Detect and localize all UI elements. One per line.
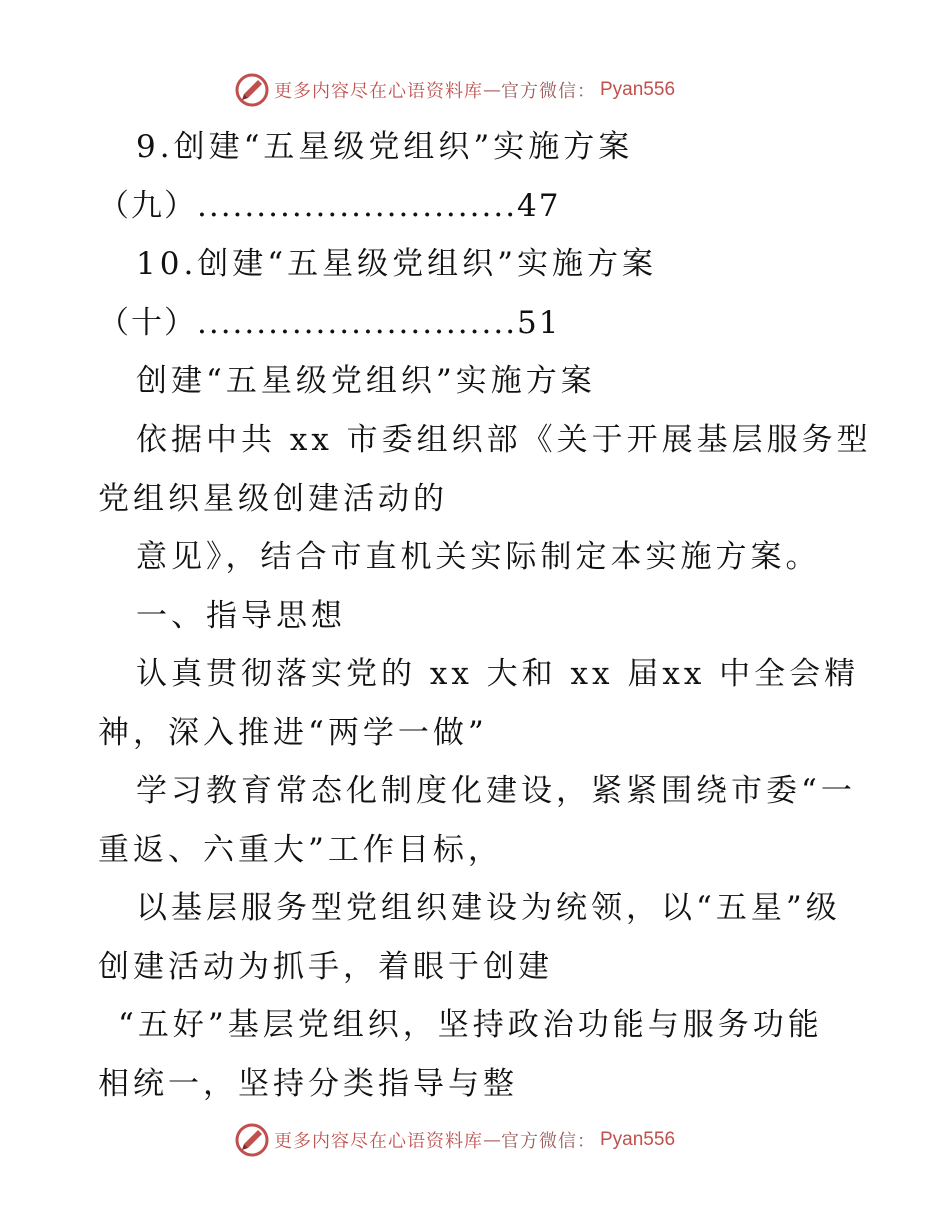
toc-entry-9-page: （九）...........................47 <box>98 188 561 224</box>
paragraph-line: 重返、六重大”工作目标， <box>98 832 503 868</box>
library-logo-icon <box>234 72 270 108</box>
banner-main-text: 更多内容尽在心语资料库 <box>274 1131 483 1152</box>
toc-entry-9-title: 9.创建“五星级党组织”实施方案 <box>136 129 634 165</box>
paragraph-line: 学习教育常态化制度化建设，紧紧围绕市委“一 <box>136 773 856 809</box>
paragraph-line: 相统一，坚持分类指导与整 <box>98 1066 518 1102</box>
library-logo-icon <box>234 1122 270 1158</box>
paragraph-line: 党组织星级创建活动的 <box>98 481 448 517</box>
toc-entry-10-title: 10.创建“五星级党组织”实施方案 <box>136 246 657 282</box>
section-heading: 一、指导思想 <box>136 598 346 634</box>
banner-sub-text: 官方微信： <box>501 1131 596 1152</box>
document-title: 创建“五星级党组织”实施方案 <box>136 363 596 399</box>
paragraph-line: 依据中共 xx 市委组织部《关于开展基层服务型 <box>136 422 872 458</box>
footer-banner <box>234 1120 675 1160</box>
banner-sub-text: 官方微信： <box>501 81 596 102</box>
paragraph-line: 以基层服务型党组织建设为统领，以“五星”级 <box>136 890 841 926</box>
toc-entry-10-page: （十）...........................51 <box>98 305 561 341</box>
banner-account: Pyan556 <box>600 1129 676 1150</box>
banner-dash: — <box>483 1129 501 1151</box>
paragraph-line: 创建活动为抓手，着眼于创建 <box>98 949 553 985</box>
header-banner <box>234 70 675 110</box>
paragraph-line: 意见》，结合市直机关实际制定本实施方案。 <box>136 539 821 575</box>
paragraph-line: 神，深入推进“两学一做” <box>98 715 488 751</box>
banner-main-text: 更多内容尽在心语资料库 <box>274 81 483 102</box>
paragraph-line: “五好”基层党组织，坚持政治功能与服务功能 <box>118 1007 823 1043</box>
paragraph-line: 认真贯彻落实党的 xx 大和 xx 届xx 中全会精 <box>136 656 860 692</box>
banner-account: Pyan556 <box>600 79 676 100</box>
banner-dash: — <box>483 79 501 101</box>
